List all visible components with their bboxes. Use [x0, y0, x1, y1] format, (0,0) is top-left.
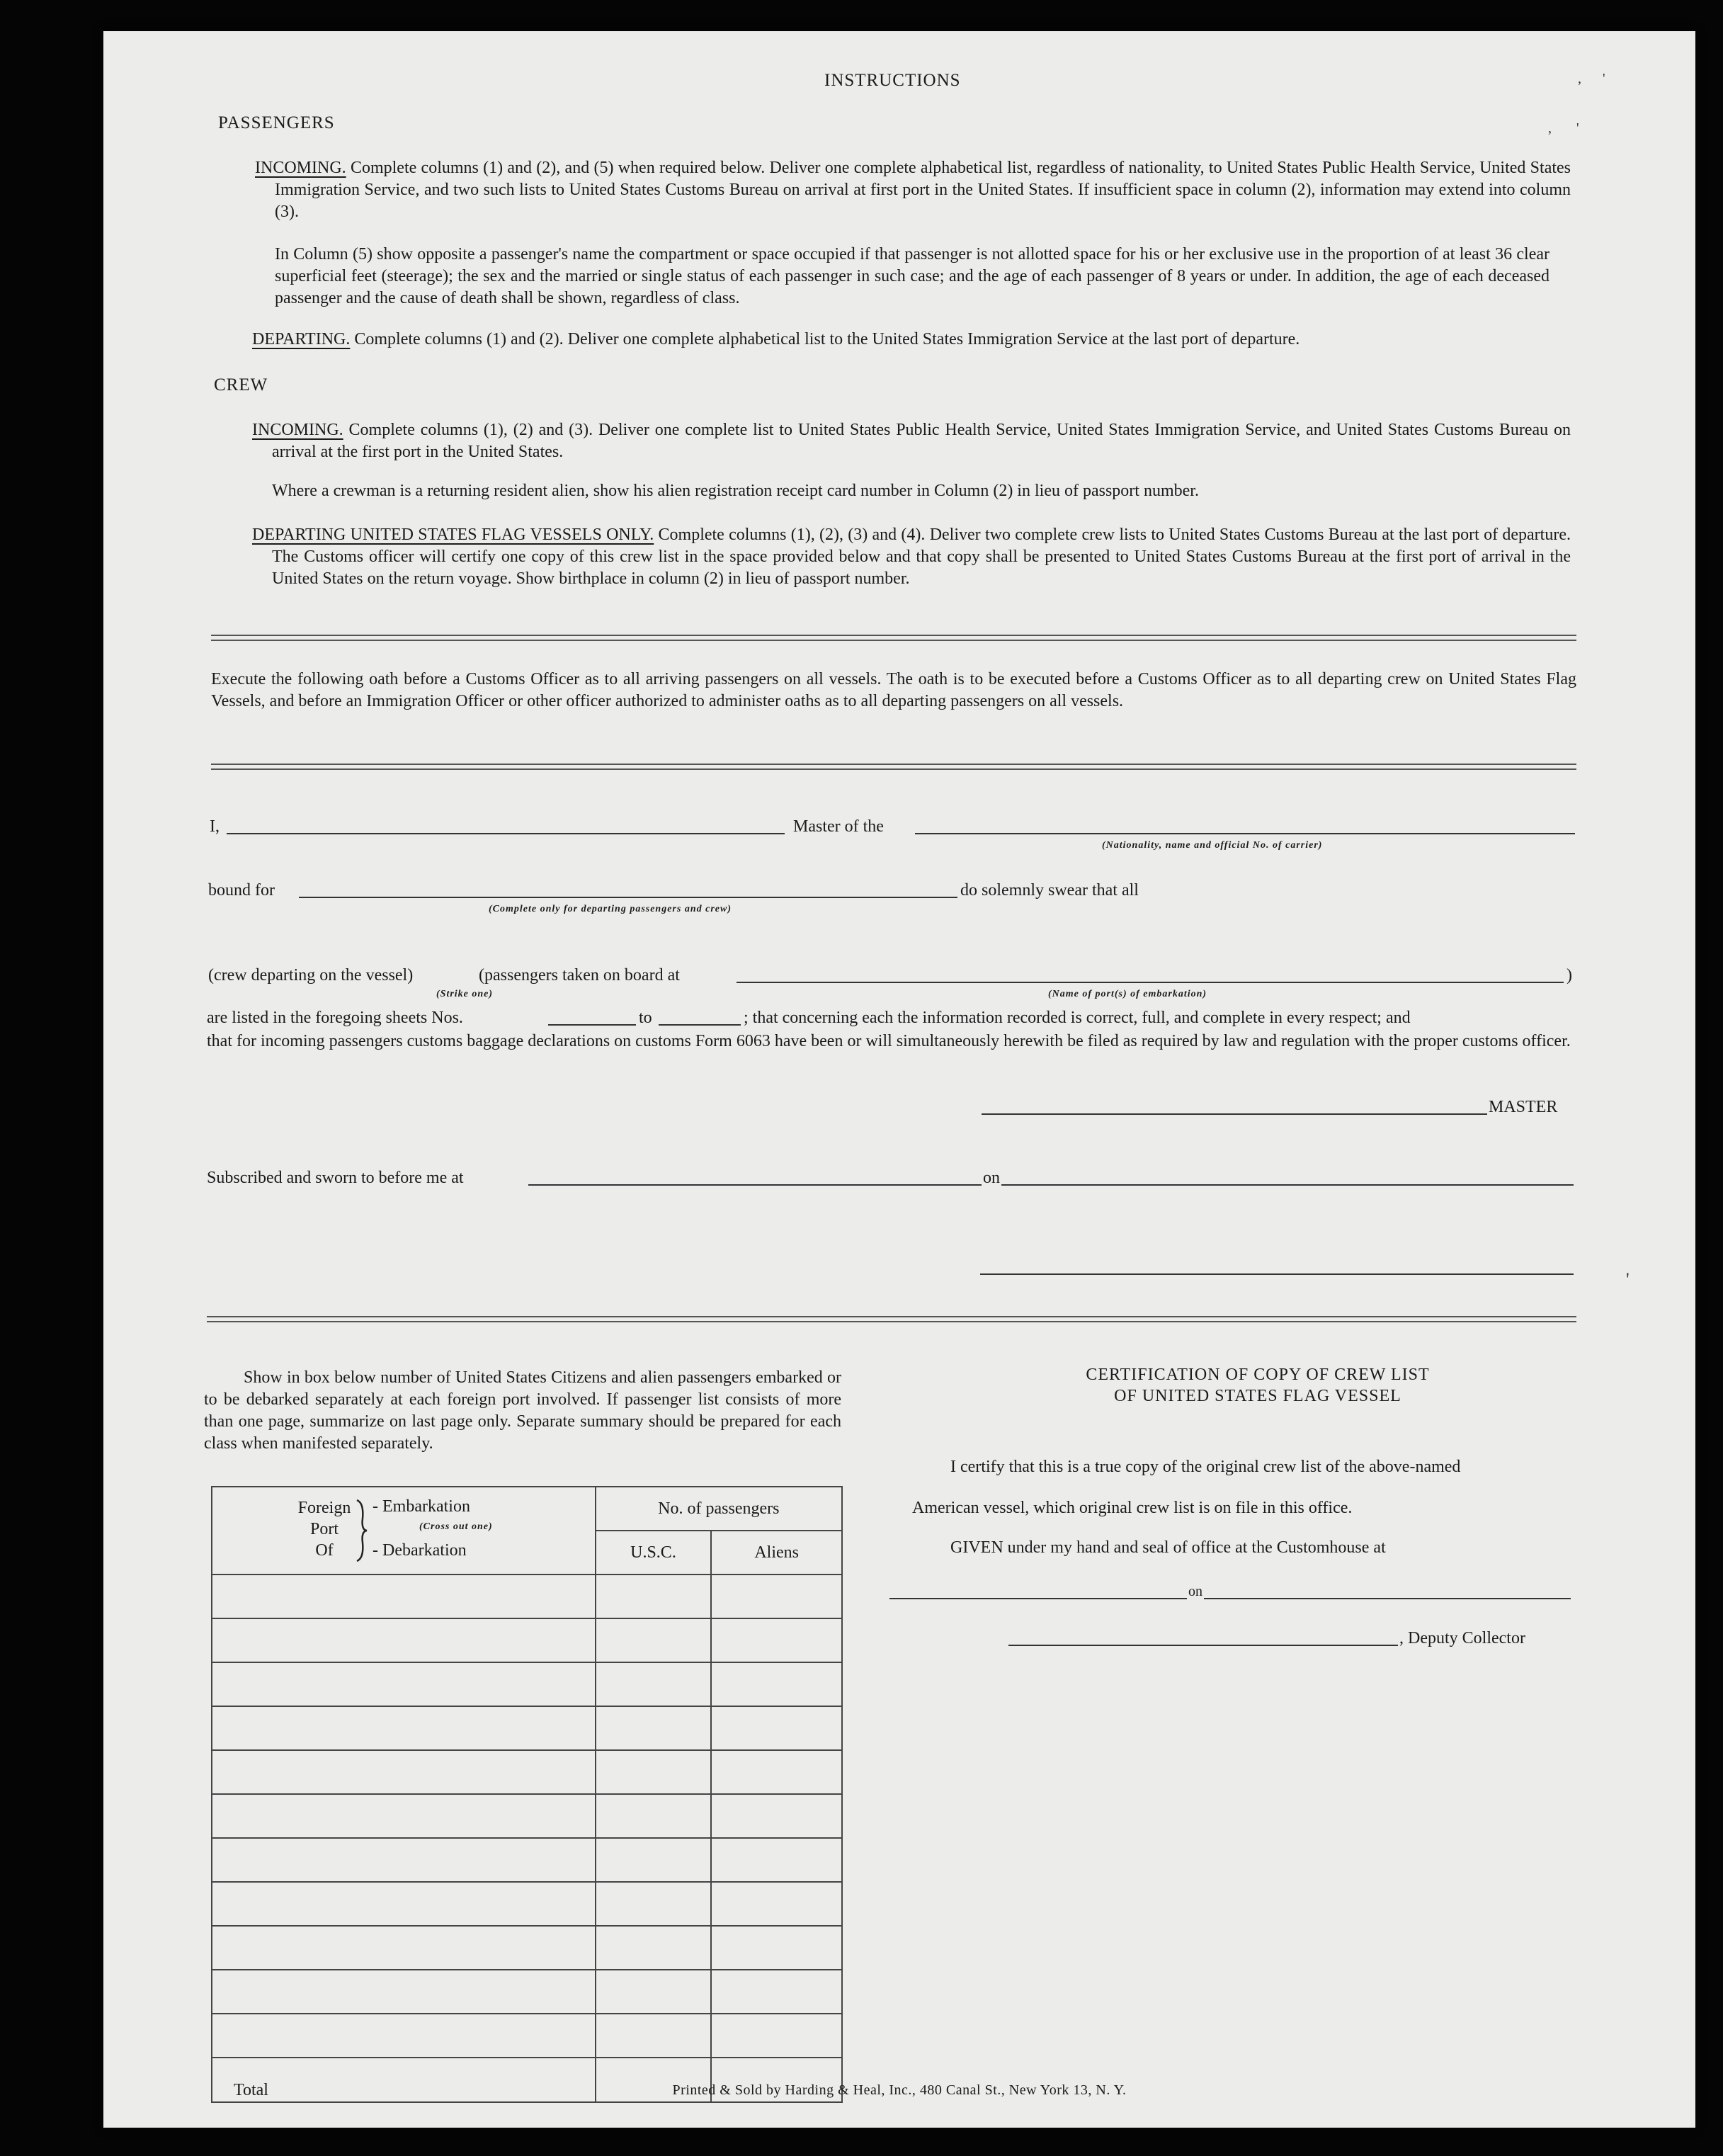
summary-row — [212, 2014, 842, 2058]
master-label: MASTER — [1489, 1098, 1558, 1116]
port-cell[interactable] — [212, 2014, 596, 2058]
usc-cell[interactable] — [596, 1575, 712, 1618]
crew-incoming-text: Complete columns (1), (2) and (3). Deliver one complete list to United States Public Health Service, United States Immigration Service, and United States Customs Bureau on arrival at the first port in the United States. — [272, 421, 1571, 461]
sworn-date-field[interactable] — [1001, 1184, 1574, 1186]
usc-cell[interactable] — [596, 1970, 712, 2014]
scan-mark: , ' — [1578, 71, 1605, 86]
port-cell[interactable] — [212, 1618, 596, 1662]
to-label: to — [639, 1009, 652, 1027]
usc-cell[interactable] — [596, 1662, 712, 1706]
certification-title-line2: OF UNITED STATES FLAG VESSEL — [1114, 1387, 1401, 1405]
summary-row — [212, 1575, 842, 1618]
aliens-cell[interactable] — [711, 1794, 842, 1838]
port-cell[interactable] — [212, 1662, 596, 1706]
scan-mark: ' — [1626, 1269, 1630, 1290]
usc-cell[interactable] — [596, 1750, 712, 1794]
debarkation-option[interactable]: - Debarkation — [373, 1541, 467, 1560]
listed-prefix: are listed in the foregoing sheets Nos. — [207, 1009, 463, 1027]
customhouse-field[interactable] — [889, 1598, 1187, 1599]
usc-cell[interactable] — [596, 1706, 712, 1750]
passengers-incoming-paragraph — [255, 157, 1571, 223]
passengers-departing-lead: DEPARTING. — [252, 330, 351, 348]
port-cell[interactable] — [212, 1575, 596, 1618]
passengers-departing-text: Complete columns (1) and (2). Deliver one complete alphabetical list to the United States Immigration Service at the last port of departure. — [354, 330, 1300, 348]
deputy-collector-label: , Deputy Collector — [1399, 1629, 1525, 1647]
summary-row — [212, 1838, 842, 1882]
foreign-port-label — [296, 1497, 353, 1561]
certification-line2: American vessel, which original crew list is on file in this office. — [912, 1499, 1353, 1517]
bound-for-caption: (Complete only for departing passengers and crew) — [489, 904, 732, 914]
crew-incoming-lead: INCOMING. — [252, 421, 343, 439]
foreign-word: Foreign — [297, 1499, 351, 1517]
divider — [211, 635, 1576, 641]
oath-intro: Execute the following oath before a Customs Officer as to all arriving passengers on all vessels. The oath is to be executed before a Customs Officer as to all departing crew on United States Flag Vessels, and before an Immigration Officer or other officer authorized to administer oaths as to all departing passengers on all vessels. — [211, 670, 1576, 710]
summary-row — [212, 1618, 842, 1662]
usc-cell[interactable] — [596, 2014, 712, 2058]
scan-mark: , ' — [1548, 120, 1579, 136]
deputy-collector-signature-field[interactable] — [1008, 1645, 1398, 1646]
usc-cell[interactable] — [596, 1926, 712, 1970]
usc-cell[interactable] — [596, 1882, 712, 1926]
oath-i-label: I, — [210, 817, 220, 836]
port-cell[interactable] — [212, 1794, 596, 1838]
passengers-departing-paragraph — [252, 329, 1555, 351]
summary-row — [212, 1662, 842, 1706]
closing-paren: ) — [1566, 966, 1572, 985]
bound-for-field[interactable] — [299, 897, 957, 898]
port-cell[interactable] — [212, 1838, 596, 1882]
aliens-cell[interactable] — [711, 1706, 842, 1750]
carrier-caption: (Nationality, name and official No. of carrier) — [1102, 840, 1323, 851]
crew-option[interactable]: (crew departing on the vessel) — [208, 966, 414, 985]
port-cell[interactable] — [212, 1882, 596, 1926]
crew-departing-paragraph — [252, 524, 1571, 590]
printer-footer: Printed & Sold by Harding & Heal, Inc., 480 Canal St., New York 13, N. Y. — [672, 2082, 1127, 2098]
certification-title-line1: CERTIFICATION OF COPY OF CREW LIST — [1086, 1366, 1430, 1384]
master-name-field[interactable] — [227, 833, 785, 834]
sworn-place-field[interactable] — [528, 1184, 982, 1186]
passengers-column5-paragraph: In Column (5) show opposite a passenger's name the compartment or space occupied if that passenger is not allotted space for his or her exclusive use in the proportion of at least 36 clear superficial feet (steerage); the sex and the married or single status of each passenger in such case; and the age of each passenger of 8 years or under. In addition, the age of each deceased passenger and the cause of death shall be shown, regardless of class. — [275, 245, 1549, 307]
port-cell[interactable] — [212, 1926, 596, 1970]
strike-caption: (Strike one) — [436, 989, 494, 999]
oath-continuation: that for incoming passengers customs baggage declarations on customs Form 6063 have been or will simultaneously herewith be filed as required by law and regulation with the proper customs officer. — [207, 1032, 1571, 1050]
aliens-cell[interactable] — [711, 1575, 842, 1618]
certification-date-field[interactable] — [1204, 1598, 1571, 1599]
swear-text: do solemnly swear that all — [960, 881, 1139, 900]
passengers-incoming-lead: INCOMING. — [255, 159, 346, 177]
certification-line1: I certify that this is a true copy of the original crew list of the above-named — [950, 1458, 1461, 1476]
summary-row — [212, 1882, 842, 1926]
cross-out-caption: (Cross out one) — [419, 1521, 493, 1532]
crew-incoming-paragraph — [252, 419, 1571, 463]
brace-icon — [354, 1497, 370, 1564]
aliens-cell[interactable] — [711, 1618, 842, 1662]
crew-heading: CREW — [214, 375, 268, 395]
no-of-passengers-header: No. of passengers — [596, 1487, 842, 1531]
aliens-cell[interactable] — [711, 1838, 842, 1882]
aliens-cell[interactable] — [711, 1750, 842, 1794]
aliens-cell[interactable] — [711, 1970, 842, 2014]
summary-row — [212, 1750, 842, 1794]
port-cell[interactable] — [212, 1750, 596, 1794]
passengers-option[interactable]: (passengers taken on board at — [479, 966, 680, 985]
page-title: INSTRUCTIONS — [824, 71, 961, 90]
summary-row — [212, 1970, 842, 2014]
certification-title — [875, 1364, 1640, 1407]
passengers-heading: PASSENGERS — [218, 113, 335, 132]
summary-row — [212, 1926, 842, 1970]
bound-for-label: bound for — [208, 881, 275, 900]
usc-cell[interactable] — [596, 1618, 712, 1662]
subscribed-label: Subscribed and sworn to before me at — [207, 1169, 464, 1187]
aliens-cell[interactable] — [711, 1882, 842, 1926]
summary-instructions: Show in box below number of United States Citizens and alien passengers embarked or to be debarked separately at each foreign port involved. If passenger list consists of more than one page, summarize on last page only. Separate summary should be prepared for each class when manifested separately. — [204, 1368, 841, 1453]
carrier-field[interactable] — [915, 833, 1575, 834]
summary-rows — [212, 1575, 842, 2058]
divider — [207, 1316, 1576, 1322]
listed-suffix: ; that concerning each the information recorded is correct, full, and complete in every respect; and — [744, 1009, 1411, 1027]
summary-row — [212, 1706, 842, 1750]
sworn-on-label: on — [983, 1169, 1000, 1187]
passengers-incoming-text: Complete columns (1) and (2), and (5) when required below. Deliver one complete alphabetical list, regardless of nationality, to United States Public Health Service, United States Immigration Service, and two such lists to United States Customs Bureau on arrival at first port in the United States. If insufficient space in column (2), information may extend into column (3). — [275, 159, 1571, 221]
divider — [211, 764, 1576, 770]
aliens-cell[interactable] — [711, 1926, 842, 1970]
aliens-cell[interactable] — [711, 2014, 842, 2058]
sheet-to-field[interactable] — [659, 1024, 741, 1026]
crew-departing-lead: DEPARTING UNITED STATES FLAG VESSELS ONLY. — [252, 526, 654, 544]
port-cell[interactable] — [212, 1706, 596, 1750]
foreign-port-header — [212, 1487, 596, 1575]
certification-on-label: on — [1188, 1584, 1202, 1599]
certification-line3: GIVEN under my hand and seal of office at the Customhouse at — [950, 1538, 1386, 1557]
usc-cell[interactable] — [596, 1794, 712, 1838]
master-of-label: Master of the — [793, 817, 884, 836]
crew-departing-text: Complete columns (1), (2), (3) and (4). Deliver two complete crew lists to United States Customs Bureau at the last port of departure. The Customs officer will certify one copy of this crew list in the space provided below and that copy shall be presented to United States Customs Bureau at the first port of arrival in the United States on the return voyage. Show birthplace in column (2) in lieu of passport number. — [272, 526, 1571, 588]
total-label: Total — [212, 2058, 596, 2102]
officer-signature-field[interactable] — [980, 1273, 1574, 1275]
embarkation-ports-field[interactable] — [737, 982, 1564, 983]
summary-row — [212, 1794, 842, 1838]
of-word: Of — [315, 1541, 334, 1560]
embarkation-option[interactable]: - Embarkation — [373, 1497, 470, 1516]
master-signature-field[interactable] — [982, 1113, 1487, 1115]
usc-cell[interactable] — [596, 1838, 712, 1882]
port-cell[interactable] — [212, 1970, 596, 2014]
form-page — [103, 31, 1695, 2128]
aliens-cell[interactable] — [711, 1662, 842, 1706]
passenger-summary-table — [211, 1486, 843, 2103]
sheet-from-field[interactable] — [548, 1024, 636, 1026]
aliens-header: Aliens — [711, 1531, 842, 1575]
ports-caption: (Name of port(s) of embarkation) — [1048, 989, 1207, 999]
port-word: Port — [309, 1520, 339, 1538]
usc-header: U.S.C. — [596, 1531, 712, 1575]
crew-resident-paragraph: Where a crewman is a returning resident alien, show his alien registration receipt card number in Column (2) in lieu of passport number. — [272, 482, 1199, 500]
